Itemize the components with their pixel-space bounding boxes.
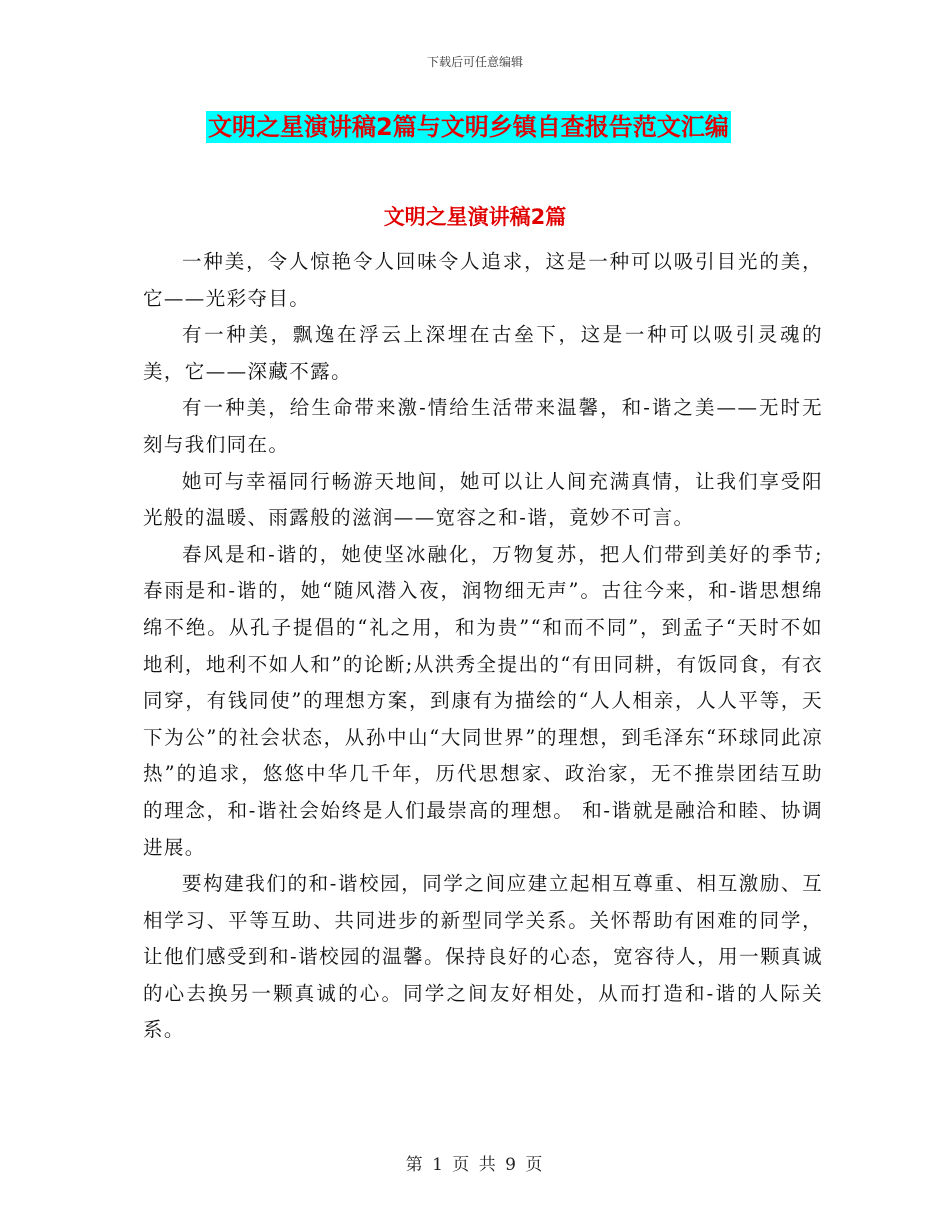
- paragraph: 一种美，令人惊艳令人回味令人追求，这是一种可以吸引目光的美，它——光彩夺目。: [143, 250, 823, 310]
- section-heading: 文明之星演讲稿2篇: [383, 205, 567, 229]
- paragraph: 要构建我们的和-谐校园，同学之间应建立起相互尊重、相互激励、互相学习、平等互助、共同进步的新型同学关系。关怀帮助有困难的同学，让他们感受到和-谐校园的温馨。保持良好的心态，宽容待人，用一颗真诚的心去换另一颗真诚的心。同学之间友好相处，从而打造和-谐的人际关系。: [143, 872, 823, 1042]
- paragraph: 有一种美，给生命带来激-情给生活带来温馨，和-谐之美——无时无刻与我们同在。: [143, 396, 823, 456]
- document-title: 文明之星演讲稿2篇与文明乡镇自查报告范文汇编: [208, 113, 729, 141]
- paragraph: 春风是和-谐的，她使坚冰融化，万物复苏，把人们带到美好的季节;春雨是和-谐的，她“随风潜入夜，润物细无声”。古往今来，和-谐思想绵绵不绝。从孔子提倡的“礼之用，和为贵”“和而不同”，到孟子“天时不如地利，地利不如人和”的论断;从洪秀全提出的“有田同耕，有饭同食，有衣同穿，有钱同使”的理想方案，到康有为描绘的“人人相亲，人人平等，天下为公”的社会状态，从孙中山“大同世界”的理想，到毛泽东“环球同此凉热”的追求，悠悠中华几千年，历代思想家、政治家，无不推崇团结互助的理念，和-谐社会始终是人们最崇高的理想。 和-谐就是融洽和睦、协调进展。: [143, 542, 823, 859]
- header-note: 下载后可任意编辑: [426, 55, 523, 69]
- page-number: 第 1 页 共 9 页: [405, 1155, 545, 1175]
- body-text: [143, 244, 823, 1049]
- paragraph: 有一种美，飘逸在浮云上深埋在古垒下，这是一种可以吸引灵魂的美，它——深藏不露。: [143, 323, 823, 383]
- paragraph: 她可与幸福同行畅游天地间，她可以让人间充满真情，让我们享受阳光般的温暖、雨露般的滋润——宽容之和-谐，竟妙不可言。: [143, 469, 823, 530]
